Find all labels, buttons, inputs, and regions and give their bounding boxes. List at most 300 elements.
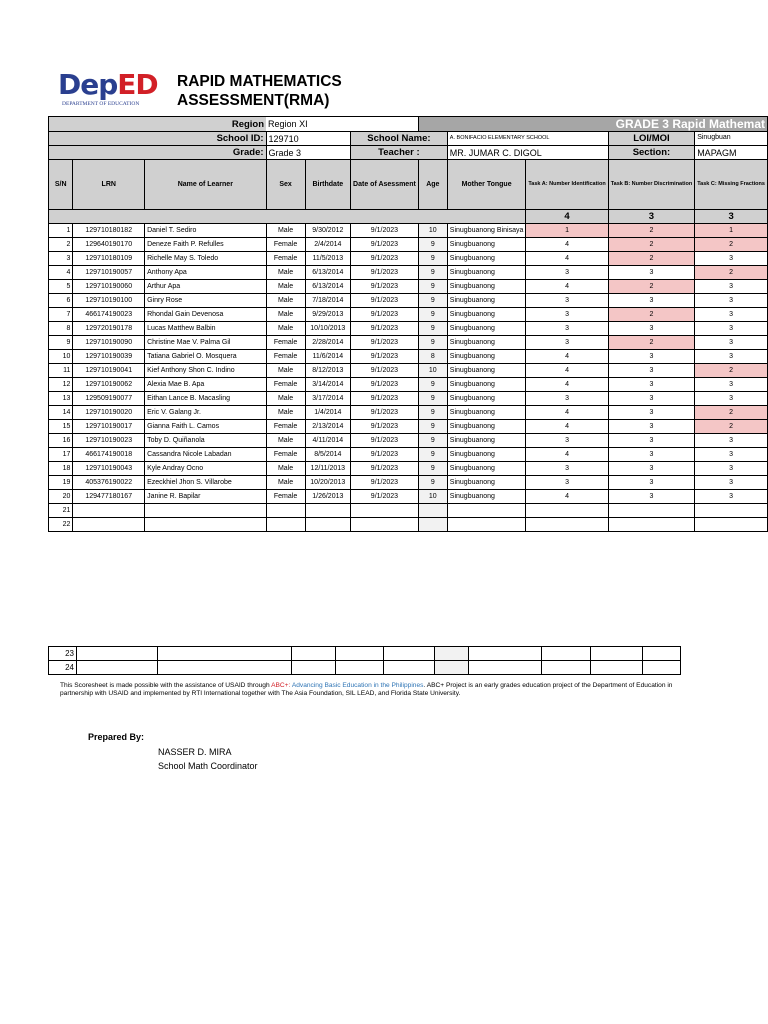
row-date-assessment[interactable]: 9/1/2023 — [351, 406, 419, 420]
row-birthdate[interactable]: 2/28/2014 — [305, 336, 350, 350]
row-name[interactable]: Anthony Apa — [145, 266, 266, 280]
row-task-c[interactable]: 3 — [695, 392, 768, 406]
row-sex[interactable]: Female — [266, 350, 305, 364]
row-name[interactable]: Deneze Faith P. Refulles — [145, 238, 266, 252]
row-mother-tongue[interactable]: Sinugbuanong — [447, 308, 526, 322]
row-date-assessment[interactable]: 9/1/2023 — [351, 434, 419, 448]
row-mother-tongue[interactable]: Sinugbuanong — [447, 462, 526, 476]
score-table — [48, 116, 768, 532]
row-task-c[interactable]: 1 — [695, 224, 768, 238]
row-sn[interactable]: 9 — [49, 336, 73, 350]
row-lrn[interactable]: 466174190023 — [73, 308, 145, 322]
row-task-a[interactable]: 4 — [526, 490, 608, 504]
table-row — [49, 322, 768, 336]
row-task-c[interactable]: 3 — [695, 294, 768, 308]
col-birthdate: Birthdate — [305, 160, 350, 210]
row-task-a[interactable]: 3 — [526, 308, 608, 322]
row-birthdate[interactable]: 12/11/2013 — [305, 462, 350, 476]
row-task-c[interactable]: 3 — [695, 280, 768, 294]
row-task-c[interactable]: 3 — [695, 462, 768, 476]
empty-cell[interactable] — [643, 647, 681, 661]
empty-cell[interactable] — [77, 661, 158, 675]
empty-cell[interactable] — [384, 661, 435, 675]
row-date-assessment[interactable]: 9/1/2023 — [351, 462, 419, 476]
row-date-assessment[interactable]: 9/1/2023 — [351, 420, 419, 434]
row-task-b[interactable]: 2 — [608, 280, 695, 294]
row-lrn[interactable] — [73, 504, 145, 518]
empty-cell[interactable] — [435, 661, 469, 675]
region-value[interactable]: Region XI — [266, 117, 418, 132]
row-mother-tongue[interactable]: Sinugbuanong — [447, 476, 526, 490]
row-name[interactable]: Kyle Andray Ocno — [145, 462, 266, 476]
table-row — [49, 504, 768, 518]
col-mother-tongue: Mother Tongue — [447, 160, 526, 210]
row-task-b[interactable]: 2 — [608, 252, 695, 266]
row-lrn[interactable]: 129710190043 — [73, 462, 145, 476]
row-sn[interactable]: 22 — [49, 518, 73, 532]
row-age[interactable]: 9 — [418, 476, 447, 490]
row-date-assessment[interactable]: 9/1/2023 — [351, 252, 419, 266]
row-birthdate[interactable]: 6/13/2014 — [305, 280, 350, 294]
row-name[interactable]: Arthur Apa — [145, 280, 266, 294]
row-sex[interactable]: Female — [266, 490, 305, 504]
row-age[interactable]: 10 — [418, 224, 447, 238]
grade-value[interactable]: Grade 3 — [266, 146, 351, 160]
max-score-a: 4 — [526, 210, 608, 224]
row-name[interactable]: Toby D. Quiñanola — [145, 434, 266, 448]
row-date-assessment[interactable]: 9/1/2023 — [351, 322, 419, 336]
row-date-assessment[interactable]: 9/1/2023 — [351, 266, 419, 280]
row-birthdate[interactable]: 8/5/2014 — [305, 448, 350, 462]
row-date-assessment[interactable]: 9/1/2023 — [351, 350, 419, 364]
row-age[interactable]: 9 — [418, 392, 447, 406]
row-mother-tongue[interactable]: Sinugbuanong — [447, 364, 526, 378]
row-lrn[interactable]: 129710190020 — [73, 406, 145, 420]
row-sn[interactable]: 21 — [49, 504, 73, 518]
row-birthdate[interactable]: 2/4/2014 — [305, 238, 350, 252]
row-task-a[interactable]: 3 — [526, 336, 608, 350]
row-birthdate[interactable]: 9/30/2012 — [305, 224, 350, 238]
table-row — [49, 448, 768, 462]
row-mother-tongue[interactable]: Sinugbuanong — [447, 294, 526, 308]
row-task-c[interactable]: 2 — [695, 420, 768, 434]
row-sex[interactable]: Female — [266, 238, 305, 252]
row-age[interactable]: 9 — [418, 238, 447, 252]
row-task-c[interactable] — [695, 504, 768, 518]
row-sn[interactable]: 12 — [49, 378, 73, 392]
row-birthdate[interactable] — [305, 504, 350, 518]
row-task-b[interactable]: 3 — [608, 434, 695, 448]
table-row — [49, 490, 768, 504]
row-sex[interactable] — [266, 518, 305, 532]
row-birthdate[interactable]: 9/29/2013 — [305, 308, 350, 322]
row-task-a[interactable]: 3 — [526, 392, 608, 406]
row-sn[interactable]: 3 — [49, 252, 73, 266]
row-sn[interactable]: 13 — [49, 392, 73, 406]
empty-cell[interactable] — [384, 647, 435, 661]
col-task-c: Task C: Missing Fractions — [695, 160, 768, 210]
row-sn[interactable]: 5 — [49, 280, 73, 294]
table-row — [49, 462, 768, 476]
row-task-b[interactable] — [608, 504, 695, 518]
note-link[interactable]: Advancing Basic Education in the Philippines — [291, 682, 424, 689]
row-sn[interactable]: 20 — [49, 490, 73, 504]
empty-cell[interactable] — [469, 661, 542, 675]
row-task-b[interactable]: 3 — [608, 378, 695, 392]
row-task-c[interactable]: 3 — [695, 476, 768, 490]
row-sn[interactable]: 15 — [49, 420, 73, 434]
row-task-b[interactable]: 2 — [608, 224, 695, 238]
row-birthdate[interactable]: 10/20/2013 — [305, 476, 350, 490]
row-age[interactable]: 9 — [418, 406, 447, 420]
row-lrn[interactable]: 129710190041 — [73, 364, 145, 378]
row-task-c[interactable]: 3 — [695, 378, 768, 392]
row-lrn[interactable]: 129509190077 — [73, 392, 145, 406]
row-lrn[interactable]: 129710190090 — [73, 336, 145, 350]
row-date-assessment[interactable]: 9/1/2023 — [351, 476, 419, 490]
row-date-assessment[interactable]: 9/1/2023 — [351, 364, 419, 378]
row-mother-tongue[interactable]: Sinugbuanong — [447, 252, 526, 266]
row-mother-tongue[interactable]: Sinugbuanong — [447, 392, 526, 406]
col-task-b: Task B: Number Discrimination — [608, 160, 695, 210]
row-name[interactable] — [145, 504, 266, 518]
row-mother-tongue[interactable]: Sinugbuanong — [447, 420, 526, 434]
row-lrn[interactable]: 129710190023 — [73, 434, 145, 448]
row-task-b[interactable]: 3 — [608, 364, 695, 378]
row-lrn[interactable]: 129710190057 — [73, 266, 145, 280]
row-sex[interactable]: Male — [266, 392, 305, 406]
row-sn[interactable]: 2 — [49, 238, 73, 252]
row-lrn[interactable]: 129710190062 — [73, 378, 145, 392]
row-task-c[interactable]: 2 — [695, 406, 768, 420]
row-sex[interactable]: Male — [266, 476, 305, 490]
row-task-a[interactable]: 4 — [526, 350, 608, 364]
row-age[interactable]: 9 — [418, 266, 447, 280]
row-mother-tongue[interactable]: Sinugbuanong — [447, 434, 526, 448]
table-row — [49, 476, 768, 490]
row-sn[interactable]: 6 — [49, 294, 73, 308]
row-lrn[interactable]: 129640190170 — [73, 238, 145, 252]
row-age[interactable]: 9 — [418, 378, 447, 392]
row-task-a[interactable]: 4 — [526, 364, 608, 378]
row-date-assessment[interactable]: 9/1/2023 — [351, 294, 419, 308]
row-age[interactable]: 9 — [418, 336, 447, 350]
row-age[interactable]: 10 — [418, 364, 447, 378]
row-lrn[interactable]: 129710190060 — [73, 280, 145, 294]
row-sn[interactable]: 4 — [49, 266, 73, 280]
deped-logo — [58, 70, 166, 114]
row-age[interactable]: 9 — [418, 308, 447, 322]
row-task-c[interactable]: 3 — [695, 336, 768, 350]
row-task-a[interactable] — [526, 518, 608, 532]
row-mother-tongue[interactable]: Sinugbuanong — [447, 490, 526, 504]
row-sex[interactable]: Male — [266, 364, 305, 378]
empty-cell[interactable] — [336, 661, 384, 675]
row-sn[interactable]: 14 — [49, 406, 73, 420]
row-task-b[interactable]: 3 — [608, 392, 695, 406]
row-birthdate[interactable] — [305, 518, 350, 532]
row-sex[interactable]: Female — [266, 336, 305, 350]
empty-cell[interactable] — [158, 647, 292, 661]
row-birthdate[interactable]: 1/4/2014 — [305, 406, 350, 420]
row-mother-tongue[interactable]: Sinugbuanong — [447, 378, 526, 392]
row-task-b[interactable]: 3 — [608, 350, 695, 364]
row-age[interactable]: 9 — [418, 462, 447, 476]
row-name[interactable]: Ezeckhiel Jhon S. Villarobe — [145, 476, 266, 490]
max-score-c: 3 — [695, 210, 768, 224]
row-age[interactable]: 9 — [418, 420, 447, 434]
teacher-value[interactable]: MR. JUMAR C. DIGOL — [447, 146, 608, 160]
row-birthdate[interactable]: 1/26/2013 — [305, 490, 350, 504]
row-birthdate[interactable]: 2/13/2014 — [305, 420, 350, 434]
row-task-a[interactable]: 3 — [526, 476, 608, 490]
empty-cell[interactable] — [542, 661, 591, 675]
row-name[interactable]: Lucas Matthew Balbin — [145, 322, 266, 336]
row-age[interactable] — [418, 504, 447, 518]
row-name[interactable]: Eric V. Galang Jr. — [145, 406, 266, 420]
table-row — [49, 661, 681, 675]
row-birthdate[interactable]: 4/11/2014 — [305, 434, 350, 448]
row-sn[interactable]: 24 — [49, 661, 77, 675]
row-name[interactable]: Alexia Mae B. Apa — [145, 378, 266, 392]
row-date-assessment[interactable]: 9/1/2023 — [351, 224, 419, 238]
row-birthdate[interactable]: 3/17/2014 — [305, 392, 350, 406]
row-birthdate[interactable]: 11/5/2013 — [305, 252, 350, 266]
col-age: Age — [418, 160, 447, 210]
row-sex[interactable]: Female — [266, 378, 305, 392]
row-task-b[interactable]: 3 — [608, 476, 695, 490]
row-date-assessment[interactable]: 9/1/2023 — [351, 308, 419, 322]
row-task-c[interactable]: 2 — [695, 266, 768, 280]
table-row — [49, 434, 768, 448]
row-task-a[interactable]: 4 — [526, 280, 608, 294]
row-lrn[interactable]: 129710180109 — [73, 252, 145, 266]
table-row — [49, 336, 768, 350]
row-task-a[interactable]: 3 — [526, 322, 608, 336]
row-lrn[interactable]: 129710190100 — [73, 294, 145, 308]
row-task-a[interactable]: 4 — [526, 448, 608, 462]
row-mother-tongue[interactable]: Sinugbuanong — [447, 266, 526, 280]
row-age[interactable]: 9 — [418, 434, 447, 448]
row-task-b[interactable]: 3 — [608, 406, 695, 420]
row-sex[interactable]: Male — [266, 224, 305, 238]
row-task-b[interactable]: 2 — [608, 308, 695, 322]
row-task-b[interactable]: 2 — [608, 238, 695, 252]
row-date-assessment[interactable]: 9/1/2023 — [351, 392, 419, 406]
row-sex[interactable]: Male — [266, 294, 305, 308]
row-task-c[interactable]: 3 — [695, 434, 768, 448]
row-task-c[interactable]: 3 — [695, 490, 768, 504]
row-birthdate[interactable]: 10/10/2013 — [305, 322, 350, 336]
row-name[interactable]: Daniel T. Sediro — [145, 224, 266, 238]
row-task-a[interactable]: 4 — [526, 238, 608, 252]
row-age[interactable]: 9 — [418, 322, 447, 336]
row-date-assessment[interactable] — [351, 518, 419, 532]
row-date-assessment[interactable]: 9/1/2023 — [351, 378, 419, 392]
row-mother-tongue[interactable]: Sinugbuanong — [447, 448, 526, 462]
row-name[interactable]: Cassandra Nicole Labadan — [145, 448, 266, 462]
row-task-b[interactable]: 3 — [608, 294, 695, 308]
row-mother-tongue[interactable]: Sinugbuanong — [447, 336, 526, 350]
row-date-assessment[interactable]: 9/1/2023 — [351, 238, 419, 252]
row-age[interactable]: 9 — [418, 294, 447, 308]
score-table-continued — [48, 646, 681, 675]
row-lrn[interactable]: 129720190178 — [73, 322, 145, 336]
row-task-a[interactable]: 3 — [526, 462, 608, 476]
section-value[interactable]: MAPAGM — [695, 146, 768, 160]
row-task-a[interactable]: 4 — [526, 378, 608, 392]
loi-value[interactable]: Sinugbuan — [695, 132, 768, 146]
row-task-a[interactable]: 3 — [526, 434, 608, 448]
row-name[interactable]: Ginry Rose — [145, 294, 266, 308]
row-age[interactable]: 9 — [418, 280, 447, 294]
row-sex[interactable]: Female — [266, 420, 305, 434]
row-lrn[interactable]: 129710180182 — [73, 224, 145, 238]
row-lrn[interactable]: 129710190017 — [73, 420, 145, 434]
row-date-assessment[interactable]: 9/1/2023 — [351, 336, 419, 350]
table-row — [49, 420, 768, 434]
header-row-region — [49, 117, 768, 132]
row-mother-tongue[interactable]: Sinugbuanong — [447, 350, 526, 364]
empty-cell[interactable] — [336, 647, 384, 661]
row-birthdate[interactable]: 8/12/2013 — [305, 364, 350, 378]
row-sn[interactable]: 10 — [49, 350, 73, 364]
row-sn[interactable]: 16 — [49, 434, 73, 448]
school-name-value[interactable]: A. BONIFACIO ELEMENTARY SCHOOL — [447, 132, 608, 146]
row-task-a[interactable]: 4 — [526, 252, 608, 266]
row-task-b[interactable]: 3 — [608, 322, 695, 336]
empty-cell[interactable] — [591, 661, 643, 675]
empty-cell[interactable] — [158, 661, 292, 675]
empty-cell[interactable] — [77, 647, 158, 661]
row-task-b[interactable] — [608, 518, 695, 532]
row-sn[interactable]: 1 — [49, 224, 73, 238]
row-task-b[interactable]: 2 — [608, 336, 695, 350]
row-birthdate[interactable]: 6/13/2014 — [305, 266, 350, 280]
row-task-c[interactable]: 3 — [695, 322, 768, 336]
row-sex[interactable]: Female — [266, 448, 305, 462]
row-sex[interactable]: Male — [266, 462, 305, 476]
row-name[interactable]: Richelle May S. Toledo — [145, 252, 266, 266]
row-task-a[interactable]: 1 — [526, 224, 608, 238]
row-name[interactable] — [145, 518, 266, 532]
table-row — [49, 280, 768, 294]
row-task-c[interactable]: 3 — [695, 252, 768, 266]
row-task-a[interactable]: 3 — [526, 294, 608, 308]
row-task-a[interactable] — [526, 504, 608, 518]
row-sn[interactable]: 18 — [49, 462, 73, 476]
row-sex[interactable]: Male — [266, 434, 305, 448]
row-task-b[interactable]: 3 — [608, 420, 695, 434]
logo-subtitle: DEPARTMENT OF EDUCATION — [62, 101, 140, 107]
row-task-b[interactable]: 3 — [608, 490, 695, 504]
row-task-a[interactable]: 4 — [526, 406, 608, 420]
row-birthdate[interactable]: 11/6/2014 — [305, 350, 350, 364]
row-sex[interactable]: Male — [266, 322, 305, 336]
empty-cell[interactable] — [292, 647, 336, 661]
row-mother-tongue[interactable] — [447, 504, 526, 518]
row-birthdate[interactable]: 3/14/2014 — [305, 378, 350, 392]
row-name[interactable]: Christine Mae V. Palma Gil — [145, 336, 266, 350]
row-date-assessment[interactable]: 9/1/2023 — [351, 280, 419, 294]
row-task-b[interactable]: 3 — [608, 266, 695, 280]
row-task-b[interactable]: 3 — [608, 462, 695, 476]
max-score-row — [49, 210, 768, 224]
row-name[interactable]: Rhondal Gain Devenosa — [145, 308, 266, 322]
col-name: Name of Learner — [145, 160, 266, 210]
row-sex[interactable]: Male — [266, 266, 305, 280]
row-lrn[interactable] — [73, 518, 145, 532]
row-task-c[interactable]: 2 — [695, 364, 768, 378]
row-age[interactable] — [418, 518, 447, 532]
row-sex[interactable]: Male — [266, 406, 305, 420]
row-mother-tongue[interactable]: Sinugbuanong Binisaya — [447, 224, 526, 238]
row-mother-tongue[interactable]: Sinugbuanong — [447, 406, 526, 420]
row-task-c[interactable]: 3 — [695, 350, 768, 364]
row-sn[interactable]: 11 — [49, 364, 73, 378]
empty-cell[interactable] — [542, 647, 591, 661]
row-mother-tongue[interactable]: Sinugbuanong — [447, 322, 526, 336]
row-task-c[interactable]: 3 — [695, 448, 768, 462]
row-name[interactable]: Eithan Lance B. Macasling — [145, 392, 266, 406]
row-name[interactable]: Gianna Faith L. Camos — [145, 420, 266, 434]
note-pre: This Scoresheet is made possible with the assistance of USAID through — [60, 682, 272, 689]
row-lrn[interactable]: 129477180167 — [73, 490, 145, 504]
row-sex[interactable]: Female — [266, 252, 305, 266]
row-sn[interactable]: 8 — [49, 322, 73, 336]
empty-cell[interactable] — [643, 661, 681, 675]
row-age[interactable]: 9 — [418, 448, 447, 462]
row-date-assessment[interactable]: 9/1/2023 — [351, 490, 419, 504]
row-mother-tongue[interactable] — [447, 518, 526, 532]
row-lrn[interactable]: 466174190018 — [73, 448, 145, 462]
empty-cell[interactable] — [435, 647, 469, 661]
row-task-c[interactable] — [695, 518, 768, 532]
row-sn[interactable]: 23 — [49, 647, 77, 661]
column-headers — [49, 160, 768, 224]
row-task-c[interactable]: 3 — [695, 308, 768, 322]
row-birthdate[interactable]: 7/18/2014 — [305, 294, 350, 308]
row-date-assessment[interactable]: 9/1/2023 — [351, 448, 419, 462]
row-lrn[interactable]: 405376190022 — [73, 476, 145, 490]
empty-cell[interactable] — [591, 647, 643, 661]
school-id-value[interactable]: 129710 — [266, 132, 351, 146]
row-task-a[interactable]: 3 — [526, 266, 608, 280]
row-sex[interactable] — [266, 504, 305, 518]
row-name[interactable]: Kief Anthony Shon C. Indino — [145, 364, 266, 378]
row-age[interactable]: 8 — [418, 350, 447, 364]
row-task-c[interactable]: 2 — [695, 238, 768, 252]
row-sex[interactable]: Male — [266, 280, 305, 294]
row-mother-tongue[interactable]: Sinugbuanong — [447, 280, 526, 294]
row-age[interactable]: 10 — [418, 490, 447, 504]
row-sn[interactable]: 7 — [49, 308, 73, 322]
empty-cell[interactable] — [292, 661, 336, 675]
row-mother-tongue[interactable]: Sinugbuanong — [447, 238, 526, 252]
row-lrn[interactable]: 129710190039 — [73, 350, 145, 364]
row-task-b[interactable]: 3 — [608, 448, 695, 462]
empty-cell[interactable] — [469, 647, 542, 661]
row-name[interactable]: Tatiana Gabriel O. Mosquera — [145, 350, 266, 364]
row-sn[interactable]: 19 — [49, 476, 73, 490]
row-task-a[interactable]: 4 — [526, 420, 608, 434]
row-date-assessment[interactable] — [351, 504, 419, 518]
row-sex[interactable]: Male — [266, 308, 305, 322]
row-name[interactable]: Janine R. Bapilar — [145, 490, 266, 504]
table-row — [49, 238, 768, 252]
row-sn[interactable]: 17 — [49, 448, 73, 462]
row-age[interactable]: 9 — [418, 252, 447, 266]
